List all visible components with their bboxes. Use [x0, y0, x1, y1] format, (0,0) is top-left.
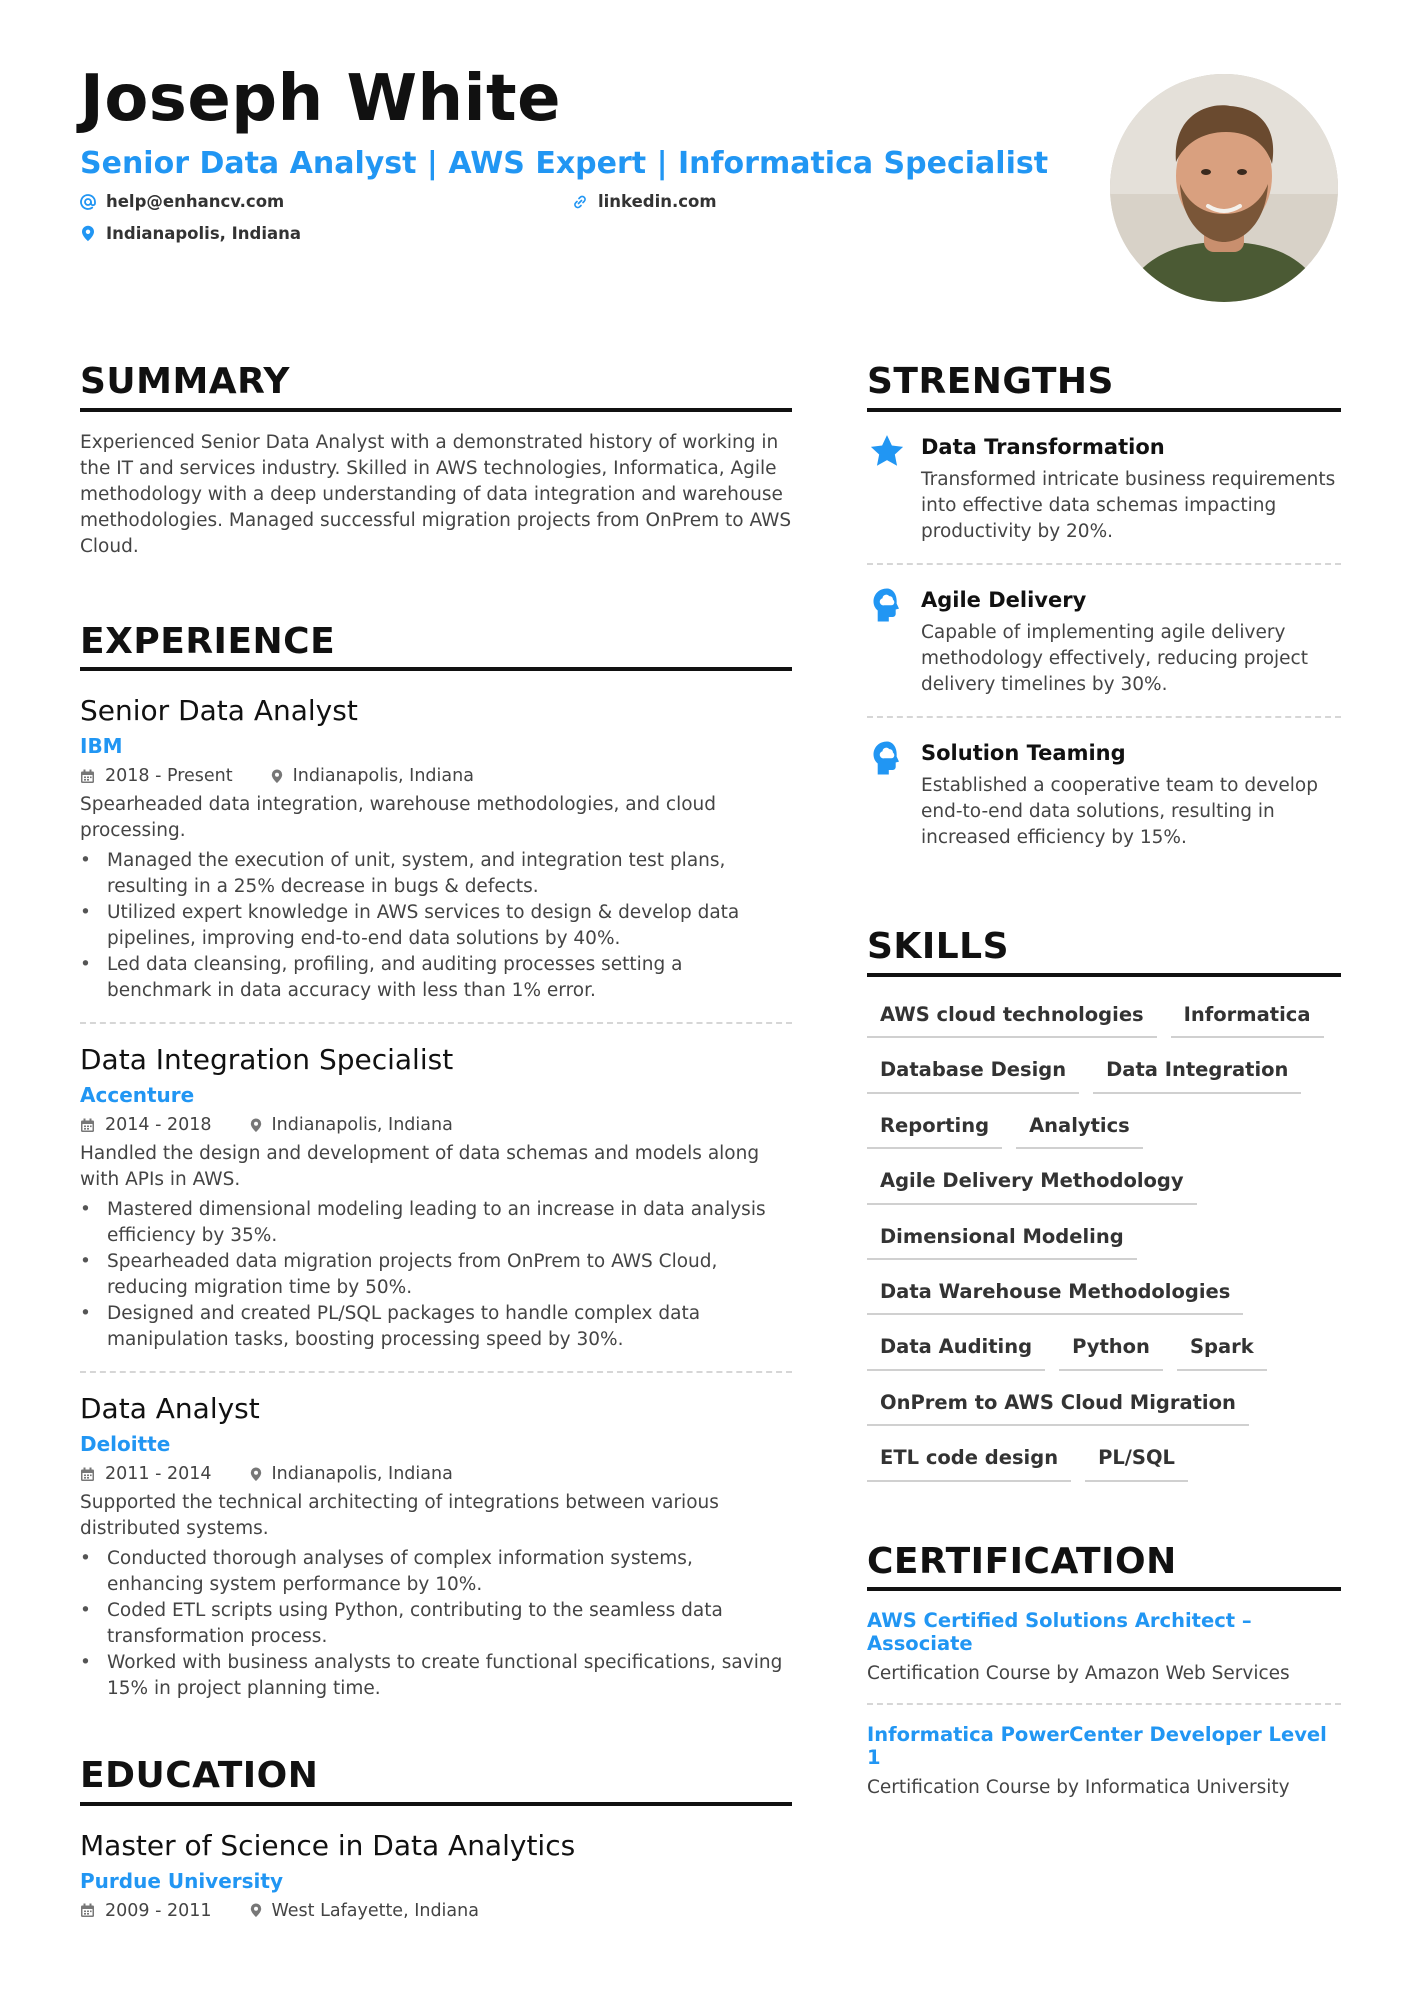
strength-title: Agile Delivery — [921, 587, 1087, 612]
candidate-headline: Senior Data Analyst | AWS Expert | Informatica Specialist — [80, 146, 1049, 181]
job-entry — [80, 1022, 792, 1353]
skill-tag: ETL code design — [867, 1442, 1071, 1481]
job-company[interactable]: Accenture — [80, 1083, 195, 1108]
contact-linkedin[interactable] — [572, 192, 717, 211]
location-pin-icon — [271, 769, 283, 784]
job-description: Spearheaded data integration, warehouse methodologies, and cloud processing. — [80, 794, 717, 842]
job-bullets — [80, 1197, 792, 1353]
experience-section — [80, 622, 792, 1703]
skill-tag: Informatica — [1171, 999, 1324, 1038]
experience-heading: EXPERIENCE — [80, 622, 792, 672]
certification-title[interactable]: AWS Certified Solutions Architect – Associate — [867, 1609, 1252, 1656]
strength-item — [867, 412, 1341, 563]
skills-list — [867, 999, 1341, 1482]
strength-description: Established a cooperative team to develop end-to-end data solutions, resulting in increased efficiency by 15%. — [921, 775, 1318, 849]
strengths-section — [867, 362, 1341, 869]
skill-tag: OnPrem to AWS Cloud Migration — [867, 1387, 1249, 1426]
job-company[interactable]: IBM — [80, 734, 123, 759]
link-icon — [572, 194, 588, 210]
job-title: Data Analyst — [80, 1392, 260, 1426]
certification-item — [867, 1591, 1341, 1703]
job-meta — [80, 766, 792, 786]
skill-tag: Database Design — [867, 1054, 1079, 1093]
skill-tag: AWS cloud technologies — [867, 999, 1157, 1038]
skill-tag: Data Integration — [1093, 1054, 1301, 1093]
certification-title[interactable]: Informatica PowerCenter Developer Level 1 — [867, 1723, 1327, 1770]
contact-email-text: help@enhancv.com — [106, 192, 285, 211]
education-degree: Master of Science in Data Analytics — [80, 1828, 576, 1862]
head-brain-icon — [867, 587, 907, 698]
location-pin-icon — [80, 226, 96, 242]
skill-tag: PL/SQL — [1085, 1442, 1188, 1481]
strengths-heading: STRENGTHS — [867, 362, 1341, 412]
job-dates: 2011 - 2014 — [105, 1464, 212, 1485]
job-bullet: • Spearheaded data migration projects from OnPrem to AWS Cloud, reducing migration time by 50%. — [80, 1249, 792, 1301]
skills-heading: SKILLS — [867, 927, 1341, 977]
job-bullet: • Utilized expert knowledge in AWS services to design & develop data pipelines, improving end-to-end data solutions by 40%. — [80, 900, 792, 952]
job-location: Indianapolis, Indiana — [271, 1115, 453, 1136]
job-location: Indianapolis, Indiana — [292, 766, 474, 787]
star-icon — [867, 434, 907, 545]
location-pin-icon — [250, 1467, 262, 1482]
certification-description: Certification Course by Informatica University — [867, 1777, 1290, 1799]
job-title: Senior Data Analyst — [80, 694, 358, 728]
skill-tag: Dimensional Modeling — [867, 1221, 1137, 1260]
certification-description: Certification Course by Amazon Web Services — [867, 1663, 1290, 1685]
education-section — [80, 1756, 792, 1921]
contact-email[interactable] — [80, 192, 284, 211]
certification-section — [867, 1542, 1341, 1818]
certification-heading: CERTIFICATION — [867, 1542, 1341, 1592]
at-sign-icon — [80, 194, 96, 210]
strength-title: Solution Teaming — [921, 741, 1126, 766]
profile-photo — [1110, 74, 1338, 302]
job-bullets — [80, 1546, 792, 1702]
right-column — [867, 362, 1341, 1817]
strength-description: Capable of implementing agile delivery methodology effectively, reducing project delivery timelines by 30%. — [921, 622, 1308, 696]
job-description: Supported the technical architecting of integrations between various distributed systems. — [80, 1492, 719, 1540]
contact-location — [80, 224, 301, 243]
education-entry — [80, 1806, 792, 1921]
strength-title: Data Transformation — [921, 434, 1165, 459]
location-pin-icon — [250, 1118, 262, 1133]
skills-section — [867, 927, 1341, 1481]
job-meta — [80, 1464, 792, 1484]
skill-tag: Reporting — [867, 1110, 1002, 1149]
skill-tag: Python — [1059, 1331, 1163, 1370]
job-dates: 2014 - 2018 — [105, 1115, 212, 1136]
job-bullet: • Designed and created PL/SQL packages to handle complex data manipulation tasks, boosting processing speed by 30%. — [80, 1301, 792, 1353]
job-meta — [80, 1115, 792, 1135]
certification-item — [867, 1703, 1341, 1817]
summary-section — [80, 362, 792, 560]
education-heading: EDUCATION — [80, 1756, 792, 1806]
job-description: Handled the design and development of data schemas and models along with APIs in AWS. — [80, 1143, 760, 1191]
job-title: Data Integration Specialist — [80, 1043, 454, 1077]
calendar-icon — [80, 1467, 95, 1482]
contact-location-text: Indianapolis, Indiana — [106, 224, 302, 243]
job-entry — [80, 671, 792, 1004]
job-bullet: • Mastered dimensional modeling leading to an increase in data analysis efficiency by 35%. — [80, 1197, 792, 1249]
strength-description: Transformed intricate business requirements into effective data schemas impacting productivity by 20%. — [921, 468, 1336, 542]
strength-item — [867, 716, 1341, 869]
calendar-icon — [80, 1903, 95, 1918]
skill-tag: Data Warehouse Methodologies — [867, 1276, 1243, 1315]
calendar-icon — [80, 769, 95, 784]
job-bullets — [80, 848, 792, 1004]
head-brain-icon — [867, 740, 907, 851]
education-school[interactable]: Purdue University — [80, 1868, 283, 1893]
job-bullet: • Conducted thorough analyses of complex information systems, enhancing system performance by 10%. — [80, 1546, 792, 1598]
calendar-icon — [80, 1118, 95, 1133]
education-dates: 2009 - 2011 — [105, 1900, 212, 1921]
job-bullet: • Worked with business analysts to create functional specifications, saving 15% in project planning time. — [80, 1650, 792, 1702]
job-entry — [80, 1371, 792, 1702]
job-bullet: • Led data cleansing, profiling, and auditing processes setting a benchmark in data accuracy with less than 1% error. — [80, 952, 792, 1004]
job-company[interactable]: Deloitte — [80, 1432, 171, 1457]
job-location: Indianapolis, Indiana — [271, 1464, 453, 1485]
left-column — [80, 362, 792, 1921]
summary-heading: SUMMARY — [80, 362, 792, 412]
summary-text: Experienced Senior Data Analyst with a demonstrated history of working in the IT and services industry. Skilled in AWS technologies, Informatica, Agile methodology with a deep understanding of data integration and warehouse methodologies. Managed successful migration projects from OnPrem to AWS Cloud. — [80, 431, 792, 557]
candidate-name: Joseph White — [80, 62, 562, 136]
contact-linkedin-text: linkedin.com — [598, 192, 717, 211]
strength-item — [867, 563, 1341, 716]
skill-tag: Spark — [1177, 1331, 1267, 1370]
skill-tag: Agile Delivery Methodology — [867, 1165, 1197, 1204]
job-dates: 2018 - Present — [105, 766, 233, 787]
job-bullet: • Managed the execution of unit, system, and integration test plans, resulting in a 25% decrease in bugs & defects. — [80, 848, 792, 900]
skill-tag: Analytics — [1016, 1110, 1143, 1149]
education-meta — [80, 1901, 792, 1921]
location-pin-icon — [250, 1903, 262, 1918]
job-bullet: • Coded ETL scripts using Python, contributing to the seamless data transformation process. — [80, 1598, 792, 1650]
education-location: West Lafayette, Indiana — [271, 1900, 479, 1921]
skill-tag: Data Auditing — [867, 1331, 1045, 1370]
